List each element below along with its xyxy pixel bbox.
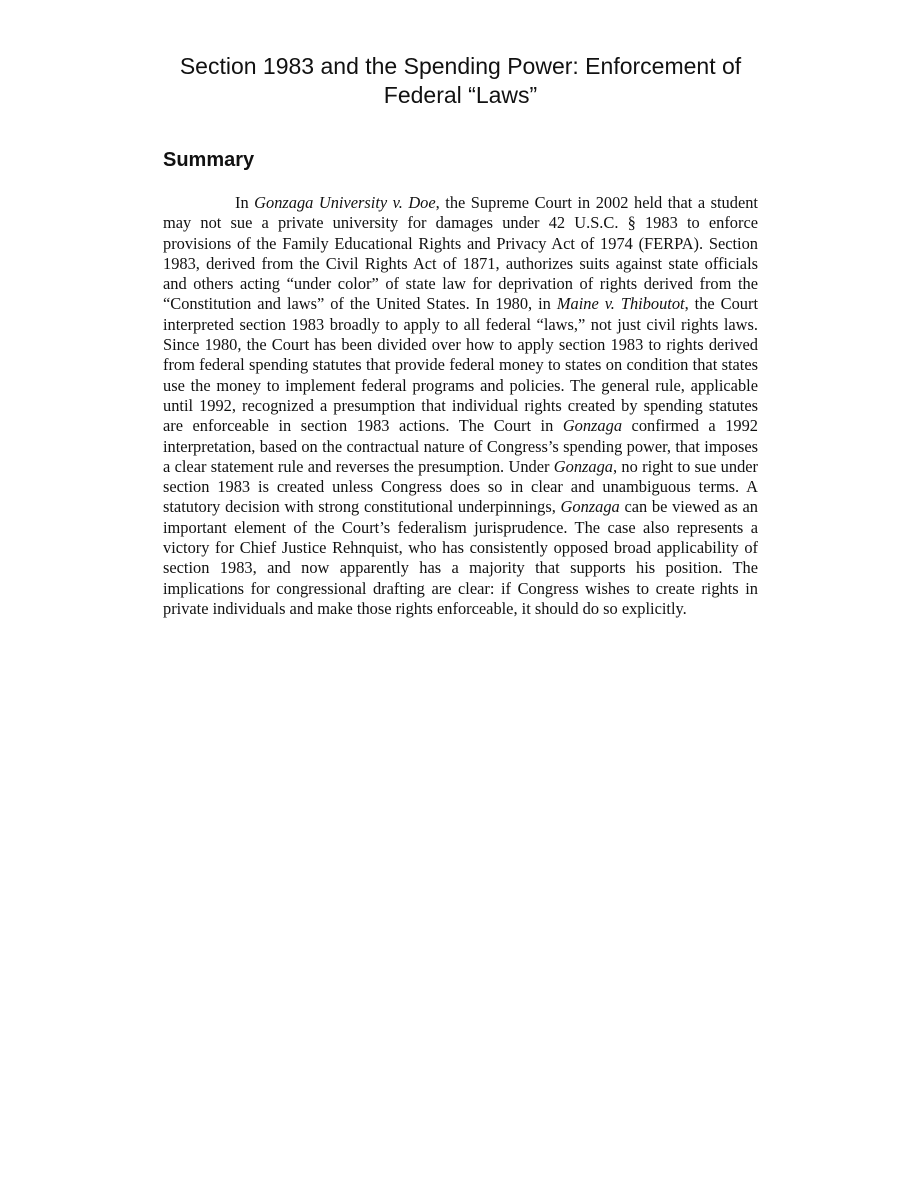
case-name-gonzaga-university-v-doe: Gonzaga University v. Doe xyxy=(254,193,436,212)
summary-text: confirmed a 1992 interpretation, based on the contractual nature of Congress’s spending power, that imposes a clear statement rule and reverses the presumption. Under xyxy=(163,416,758,476)
case-name-gonzaga: Gonzaga xyxy=(562,416,623,436)
summary-text: In xyxy=(235,193,255,212)
section-heading: Summary xyxy=(163,149,255,171)
case-name-maine-v-thiboutot: Maine v. Thiboutot xyxy=(556,294,685,314)
summary-text: can be viewed as an important element of the Court’s federalism jurisprudence. The case also represents a victory for Chief Justice Rehnquist, who has consistently opposed broad applicability of section 1983, and now apparently has a majority that supports his position. The implications for congressional drafting are clear: if Congress wishes to create rights in private individuals and make those rights enforceable, it should do so explicitly. xyxy=(163,497,758,618)
summary-text: , the Supreme Court in 2002 held that a student may not sue a private university for damages under 42 U.S.C. § 1983 to enforce provisions of the Family Educational Rights and Privacy Act of 1974 (FERPA). Section 1983, derived from the Civil Rights Act of 1871, authorizes suits against state officials and others acting “under color” of state law for deprivation of rights derived from the “Constitution and laws” of the United States. In 1980, in xyxy=(163,193,758,314)
document-title: Section 1983 and the Spending Power: Enforcement of Federal “Laws” xyxy=(179,53,742,108)
case-name-gonzaga: Gonzaga xyxy=(560,497,620,517)
summary-text: , the Court interpreted section 1983 broadly to apply to all federal “laws,” not just civil rights laws. Since 1980, the Court has been divided over how to apply section 1983 to rights derived from federal spending statutes that provide federal money to states on condition that states use the money to implement federal programs and policies. The general rule, applicable until 1992, recognized a presumption that individual rights created by spending statutes are enforceable in section 1983 actions. The Court in xyxy=(163,294,758,436)
summary-paragraph xyxy=(163,193,758,619)
document-page xyxy=(163,52,758,619)
case-name-gonzaga: Gonzaga xyxy=(553,456,613,476)
summary-text: , no right to sue under section 1983 is created unless Congress does so in clear and unambiguous terms. A statutory decision with strong constitutional underpinnings, xyxy=(163,456,759,517)
